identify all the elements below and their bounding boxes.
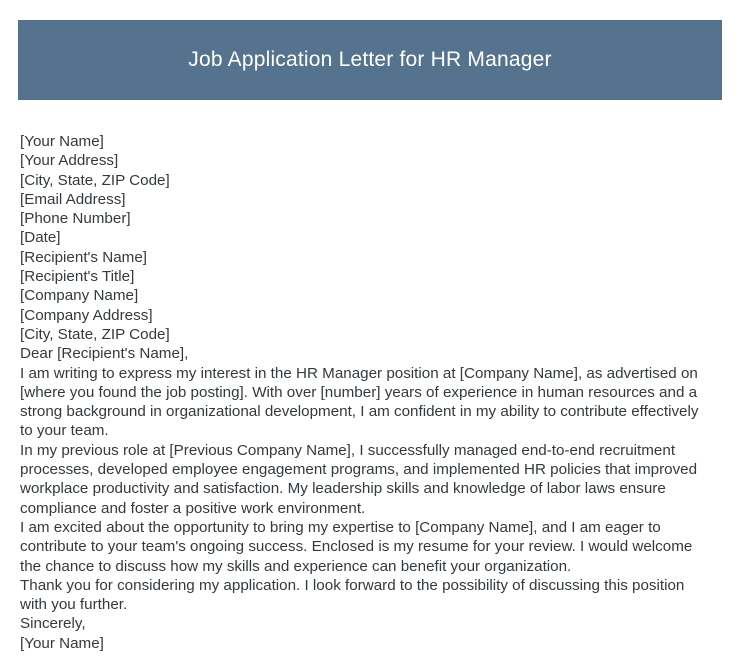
recipient-line-city-state-zip: [City, State, ZIP Code] — [20, 325, 170, 343]
signature: [Your Name] — [20, 634, 104, 652]
sender-block — [20, 132, 714, 248]
paragraph-4: Thank you for considering my application. I look forward to the possibility of discussing this position with you further. — [20, 576, 685, 614]
salutation: Dear [Recipient's Name], — [20, 345, 189, 363]
paragraph-1: I am writing to express my interest in the HR Manager position at [Company Name], as advertised on [where you found the job posting]. With over [number] years of experience in human resources and a strong background in organizational development, I am confident in my ability to contribute effectively to your team. — [20, 364, 699, 440]
sender-line-city-state-zip: [City, State, ZIP Code] — [20, 171, 170, 189]
sender-line-date: [Date] — [20, 229, 61, 247]
sender-line-email: [Email Address] — [20, 190, 126, 208]
letter-body — [20, 132, 714, 653]
sender-line-phone: [Phone Number] — [20, 210, 131, 228]
recipient-line-title: [Recipient's Title] — [20, 268, 135, 286]
document-header-band — [18, 20, 722, 100]
recipient-line-company-address: [Company Address] — [20, 306, 153, 324]
recipient-block — [20, 248, 714, 344]
document-title: Job Application Letter for HR Manager — [188, 48, 552, 72]
closing: Sincerely, — [20, 615, 86, 633]
recipient-line-company: [Company Name] — [20, 287, 139, 305]
recipient-line-name: [Recipient's Name] — [20, 248, 147, 266]
paragraph-2: In my previous role at [Previous Company Name], I successfully managed end-to-end recruitment processes, developed employee engagement programs, and implemented HR policies that improved workplace productivity and satisfaction. My leadership skills and knowledge of labor laws ensure compliance and foster a positive work environment. — [20, 441, 698, 517]
paragraph-3: I am excited about the opportunity to bring my expertise to [Company Name], and I am eager to contribute to your team's ongoing success. Enclosed is my resume for your review. I would welcome the chance to discuss how my skills and experience can benefit your organization. — [20, 518, 693, 575]
sender-line-address: [Your Address] — [20, 152, 119, 170]
sender-line-name: [Your Name] — [20, 133, 104, 150]
